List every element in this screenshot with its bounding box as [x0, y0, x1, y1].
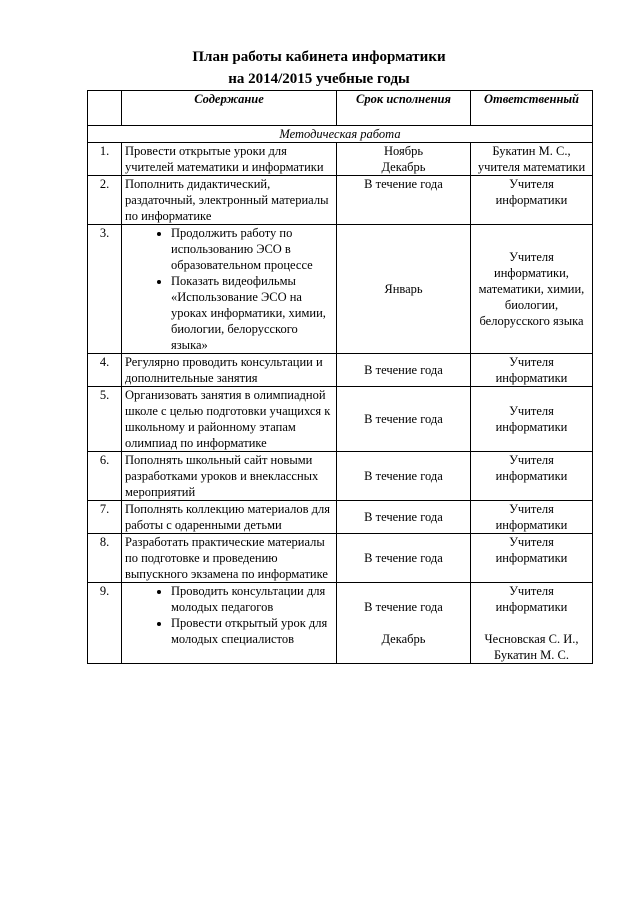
spacer — [474, 615, 589, 631]
title-line-1: План работы кабинета информатики — [192, 49, 446, 65]
row-content: Регулярно проводить консультации и дополнительные занятия — [122, 354, 337, 387]
deadline-line: Декабрь — [381, 632, 426, 646]
row-responsible — [471, 583, 593, 664]
row-number: 9. — [88, 583, 122, 664]
row-responsible: Учителя информатики — [471, 501, 593, 534]
row-content: Пополнять коллекцию материалов для работы с одаренными детьми — [122, 501, 337, 534]
row-responsible: Учителя информатики — [471, 387, 593, 452]
document-title — [0, 46, 638, 90]
row-responsible: Учителя информатики — [471, 534, 593, 583]
bullet-item: • Показать видеофильмы «Использование ЭСО на уроках информатики, химии, биологии, белорусского языка» — [171, 273, 333, 353]
row-number: 6. — [88, 452, 122, 501]
row-responsible: Учителя информатики — [471, 176, 593, 225]
table-row — [88, 501, 593, 534]
row-deadline: В течение года — [337, 387, 471, 452]
spacer — [340, 583, 467, 599]
row-deadline: В течение года — [337, 452, 471, 501]
row-content: Разработать практические материалы по подготовке и проведению выпускного экзамена по информатике — [122, 534, 337, 583]
table-row — [88, 225, 593, 354]
table-row — [88, 534, 593, 583]
row-content: Пополнять школьный сайт новыми разработками уроков и внеклассных мероприятий — [122, 452, 337, 501]
deadline-line: В течение года — [364, 600, 443, 614]
row-content: Организовать занятия в олимпиадной школе с целью подготовки учащихся к школьному и районному этапам олимпиад по информатике — [122, 387, 337, 452]
row-deadline — [337, 143, 471, 176]
table-row — [88, 583, 593, 664]
bullet-list — [125, 583, 333, 647]
table-header-row — [88, 91, 593, 126]
deadline-line: Ноябрь — [383, 144, 424, 158]
section-row — [88, 126, 593, 143]
bullet-item: • Провести открытый урок для молодых специалистов — [171, 615, 333, 647]
table-row — [88, 452, 593, 501]
row-number: 2. — [88, 176, 122, 225]
row-deadline: В течение года — [337, 176, 471, 225]
row-deadline: Январь — [337, 225, 471, 354]
title-line-2: на 2014/2015 учебные годы — [228, 71, 410, 87]
row-number: 3. — [88, 225, 122, 354]
header-responsible: Ответственный — [471, 91, 593, 126]
row-content — [122, 225, 337, 354]
row-content: Пополнить дидактический, раздаточный, электронный материалы по информатике — [122, 176, 337, 225]
table-row — [88, 176, 593, 225]
spacer — [340, 615, 467, 631]
row-deadline: В течение года — [337, 501, 471, 534]
table-row — [88, 387, 593, 452]
row-content — [122, 583, 337, 664]
table-row — [88, 143, 593, 176]
table-row — [88, 354, 593, 387]
row-content: Провести открытые уроки для учителей математики и информатики — [122, 143, 337, 176]
header-deadline: Срок исполнения — [337, 91, 471, 126]
header-content: Содержание — [122, 91, 337, 126]
row-number: 4. — [88, 354, 122, 387]
plan-table — [87, 90, 593, 664]
deadline-line: Декабрь — [381, 160, 426, 174]
row-responsible: Учителя информатики, математики, химии, биологии, белорусского языка — [471, 225, 593, 354]
row-number: 5. — [88, 387, 122, 452]
row-number: 7. — [88, 501, 122, 534]
bullet-item: • Проводить консультации для молодых педагогов — [171, 583, 333, 615]
row-deadline: В течение года — [337, 534, 471, 583]
row-responsible: Учителя информатики — [471, 354, 593, 387]
responsible-line: Чесновская С. И., Букатин М. С. — [484, 632, 579, 662]
row-number: 1. — [88, 143, 122, 176]
row-number: 8. — [88, 534, 122, 583]
section-title: Методическая работа — [88, 126, 593, 143]
row-responsible: Букатин М. С., учителя математики — [471, 143, 593, 176]
header-num — [88, 91, 122, 126]
row-responsible: Учителя информатики — [471, 452, 593, 501]
bullet-list — [125, 225, 333, 353]
bullet-item: • Продолжить работу по использованию ЭСО в образовательном процессе — [171, 225, 333, 273]
row-deadline: В течение года — [337, 354, 471, 387]
row-deadline — [337, 583, 471, 664]
responsible-line: Учителя информатики — [495, 584, 568, 614]
